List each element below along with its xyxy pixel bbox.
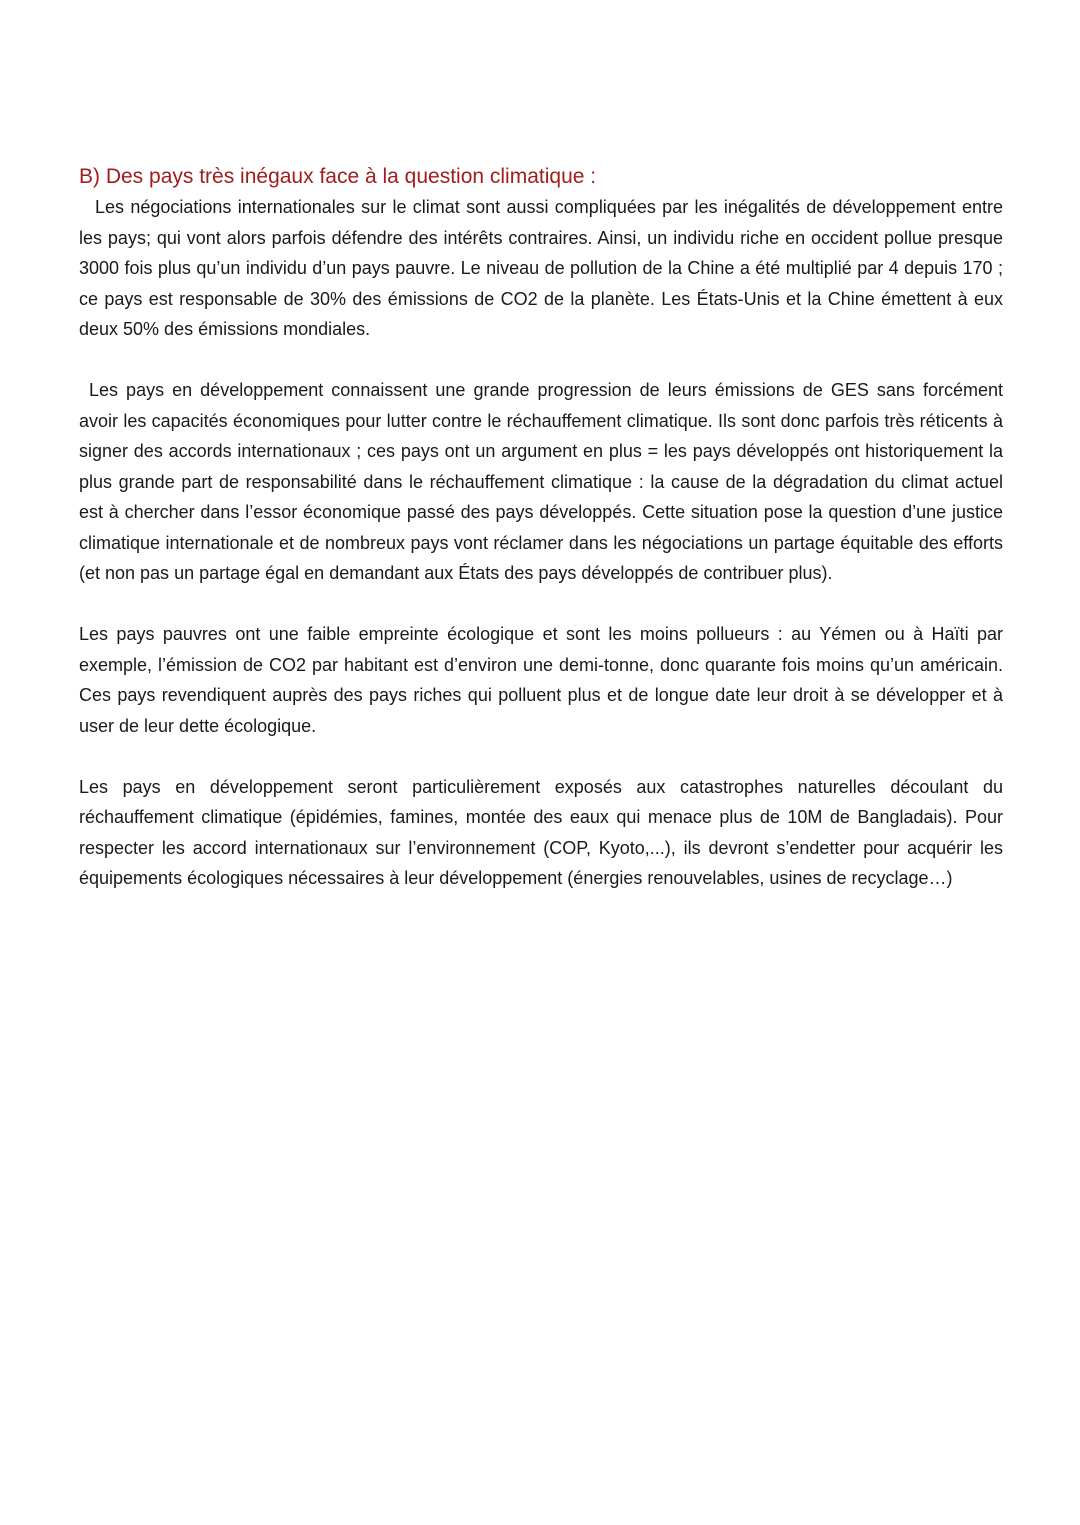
paragraph-developing-countries: Les pays en développement connaissent une grande progression de leurs émissions de GES sans forcément avoir les capacités économiques pour lutter contre le réchauffement climatique. Ils sont donc parfois très réticents à signer des accords internationaux ; ces pays ont un argument en plus = les pays développés ont historiquement la plus grande part de responsabilité dans le réchauffement climatique : la cause de la dégradation du climat actuel est à chercher dans l’essor économique passé des pays développés. Cette situation pose la question d’une justice climatique internationale et de nombreux pays vont réclamer dans les négociations un partage équitable des efforts (et non pas un partage égal en demandant aux États des pays développés de contribuer plus). bbox=[79, 380, 1003, 583]
document-page bbox=[79, 162, 1003, 894]
paragraph-poor-countries: Les pays pauvres ont une faible empreinte écologique et sont les moins pollueurs : au Yémen ou à Haïti par exemple, l’émission de CO2 par habitant est d’environ une demi-tonne, donc quarante fois moins qu’un américain. Ces pays revendiquent auprès des pays riches qui polluent plus et de longue date leur droit à se développer et à user de leur dette écologique. bbox=[79, 624, 1003, 736]
paragraph-natural-disasters: Les pays en développement seront particulièrement exposés aux catastrophes naturelles découlant du réchauffement climatique (épidémies, famines, montée des eaux qui menace plus de 10M de Bangladais). Pour respecter les accord internationaux sur l’environnement (COP, Kyoto,...), ils devront s’endetter pour acquérir les équipements écologiques nécessaires à leur développement (énergies renouvelables, usines de recyclage…) bbox=[79, 776, 1003, 888]
paragraph-inequalities: Les négociations internationales sur le climat sont aussi compliquées par les inégalités de développement entre les pays; qui vont alors parfois défendre des intérêts contraires. Ainsi, un individu riche en occident pollue presque 3000 fois plus qu’un individu d’un pays pauvre. Le niveau de pollution de la Chine a été multiplié par 4 depuis 170 ; ce pays est responsable de 30% des émissions de CO2 de la planète. Les États-Unis et la Chine émettent à eux deux 50% des émissions mondiales. bbox=[79, 197, 1003, 339]
section-heading: B) Des pays très inégaux face à la question climatique : bbox=[79, 165, 597, 188]
